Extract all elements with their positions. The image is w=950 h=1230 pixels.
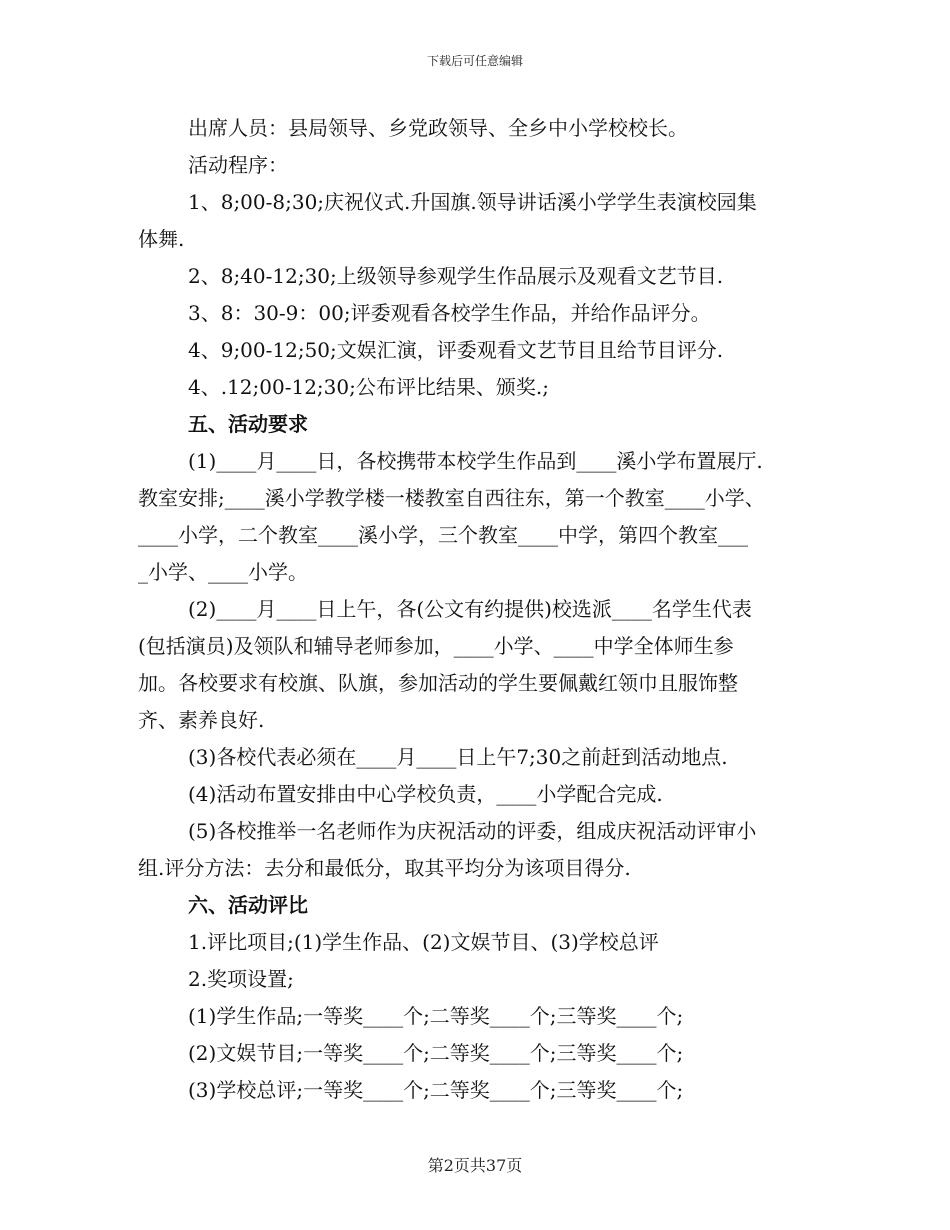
text-line: 4、.12;00-12;30;公布评比结果、颁奖.; (188, 375, 549, 399)
text-line: ____小学，二个教室____溪小学，三个教室____中学，第四个教室___ (138, 523, 748, 547)
text-line: (1)____月____日，各校携带本校学生作品到____溪小学布置展厅. (188, 449, 763, 473)
text-line: (1)学生作品;一等奖____个;二等奖____个;三等奖____个; (188, 1004, 684, 1028)
page-footer: 第2页共37页 (427, 1156, 523, 1175)
text-line: 3、8：30-9：00;评委观看各校学生作品，并给作品评分。 (188, 301, 711, 325)
text-line: (3)学校总评;一等奖____个;二等奖____个;三等奖____个; (188, 1078, 684, 1102)
text-line: 4、9;00-12;50;文娱汇演，评委观看文艺节目且给节目评分. (188, 338, 724, 362)
text-line: 2、8;40-12;30;上级领导参观学生作品展示及观看文艺节目. (188, 264, 724, 288)
text-line: (5)各校推举一名老师作为庆祝活动的评委，组成庆祝活动评审小 (188, 819, 757, 843)
text-line: 出席人员：县局领导、乡党政领导、全乡中小学校校长。 (188, 116, 688, 140)
text-line: (2)____月____日上午，各(公文有约提供)校选派____名学生代表 (188, 597, 752, 621)
text-line: (2)文娱节目;一等奖____个;二等奖____个;三等奖____个; (188, 1041, 684, 1065)
text-line: 2.奖项设置; (188, 967, 294, 991)
section-heading: 六、活动评比 (188, 893, 308, 917)
page-header: 下载后可任意编辑 (426, 54, 523, 68)
document-body (138, 110, 818, 1109)
text-line: (4)活动布置安排由中心学校负责，____小学配合完成. (188, 782, 663, 806)
text-line: 活动程序： (188, 153, 288, 177)
text-line: 加。各校要求有校旗、队旗，参加活动的学生要佩戴红领巾且服饰整 (138, 671, 738, 695)
text-line: (3)各校代表必须在____月____日上午7;30之前赶到活动地点. (188, 745, 728, 769)
text-line: 齐、素养良好. (138, 708, 265, 732)
text-line: 组.评分方法：去分和最低分，取其平均分为该项目得分. (138, 856, 631, 880)
text-line: _小学、____小学。 (138, 560, 308, 584)
text-line: 1.评比项目;(1)学生作品、(2)文娱节目、(3)学校总评 (188, 930, 659, 954)
section-heading: 五、活动要求 (188, 412, 308, 436)
text-line: 体舞. (138, 227, 185, 251)
text-line: 1、8;00-8;30;庆祝仪式.升国旗.领导讲话溪小学学生表演校园集 (188, 190, 757, 214)
text-line: 教室安排;____溪小学教学楼一楼教室自西往东，第一个教室____小学、 (138, 486, 765, 510)
text-line: (包括演员)及领队和辅导老师参加，____小学、____中学全体师生参 (138, 634, 734, 658)
